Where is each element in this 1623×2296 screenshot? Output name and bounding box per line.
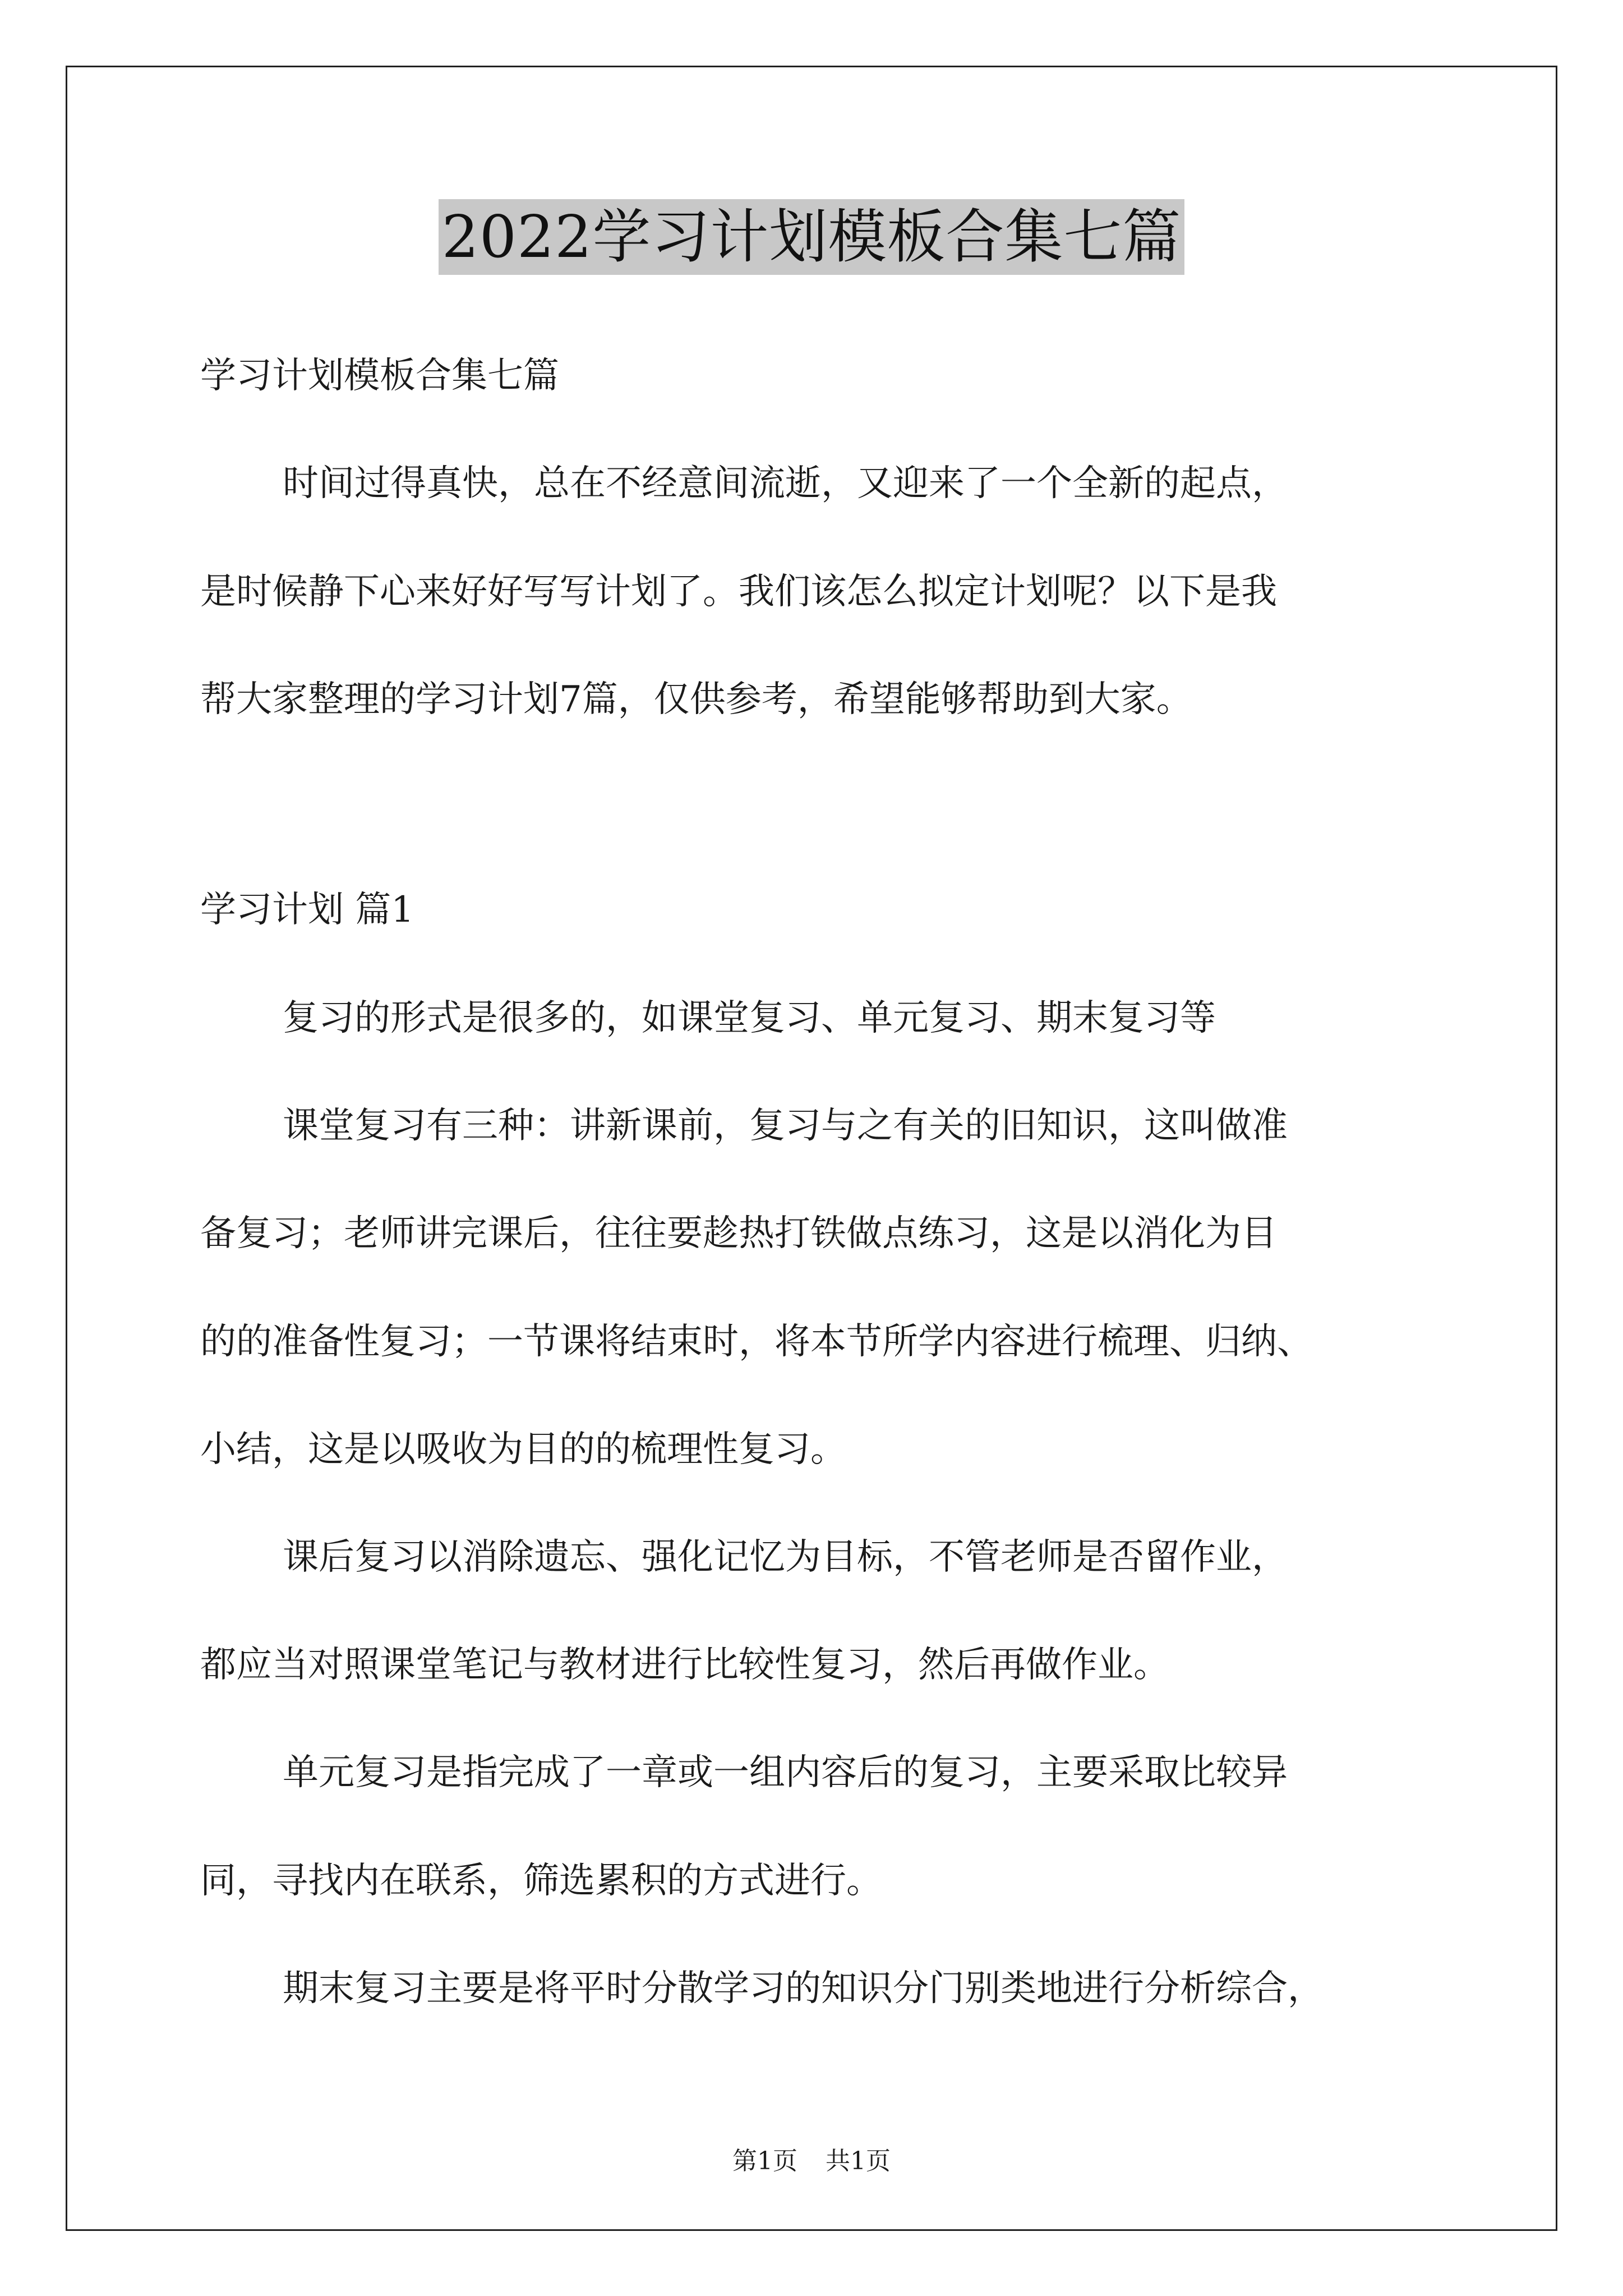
- page-number: 第1页: [732, 2147, 797, 2175]
- paragraph-line: 备复习；老师讲完课后，往往要趁热打铁做点练习，这是以消化为目: [200, 1213, 1277, 1254]
- title-wrapper: [0, 199, 1623, 275]
- paragraph-line: 期末复习主要是将平时分散学习的知识分门别类地进行分析综合，: [283, 1968, 1324, 2009]
- paragraph-line: 时间过得真快，总在不经意间流逝，又迎来了一个全新的起点，: [283, 463, 1288, 504]
- subtitle-line: 学习计划模板合集七篇: [200, 355, 559, 397]
- paragraph-line: 课后复习以消除遗忘、强化记忆为目标，不管老师是否留作业，: [283, 1536, 1288, 1578]
- section-heading: 学习计划 篇1: [200, 889, 414, 931]
- paragraph-line: 复习的形式是很多的，如课堂复习、单元复习、期末复习等: [283, 997, 1216, 1039]
- paragraph-line: 的的准备性复习；一节课将结束时，将本节所学内容进行梳理、归纳、: [200, 1321, 1313, 1363]
- paragraph-line: 单元复习是指完成了一章或一组内容后的复习，主要采取比较异: [283, 1752, 1288, 1793]
- paragraph-line: 课堂复习有三种：讲新课前，复习与之有关的旧知识，这叫做准: [283, 1105, 1288, 1147]
- paragraph-line: 同，寻找内在联系，筛选累积的方式进行。: [200, 1860, 882, 1902]
- page-total: 共1页: [826, 2147, 891, 2175]
- document-title: 2022学习计划模板合集七篇: [439, 199, 1185, 275]
- paragraph-line: 是时候静下心来好好写写计划了。我们该怎么拟定计划呢？以下是我: [200, 571, 1277, 613]
- paragraph-line: 都应当对照课堂笔记与教材进行比较性复习，然后再做作业。: [200, 1644, 1169, 1686]
- page-footer: [0, 2146, 1623, 2177]
- paragraph-line: 帮大家整理的学习计划7篇，仅供参考，希望能够帮助到大家。: [200, 679, 1192, 720]
- paragraph-line: 小结，这是以吸收为目的的梳理性复习。: [200, 1429, 846, 1470]
